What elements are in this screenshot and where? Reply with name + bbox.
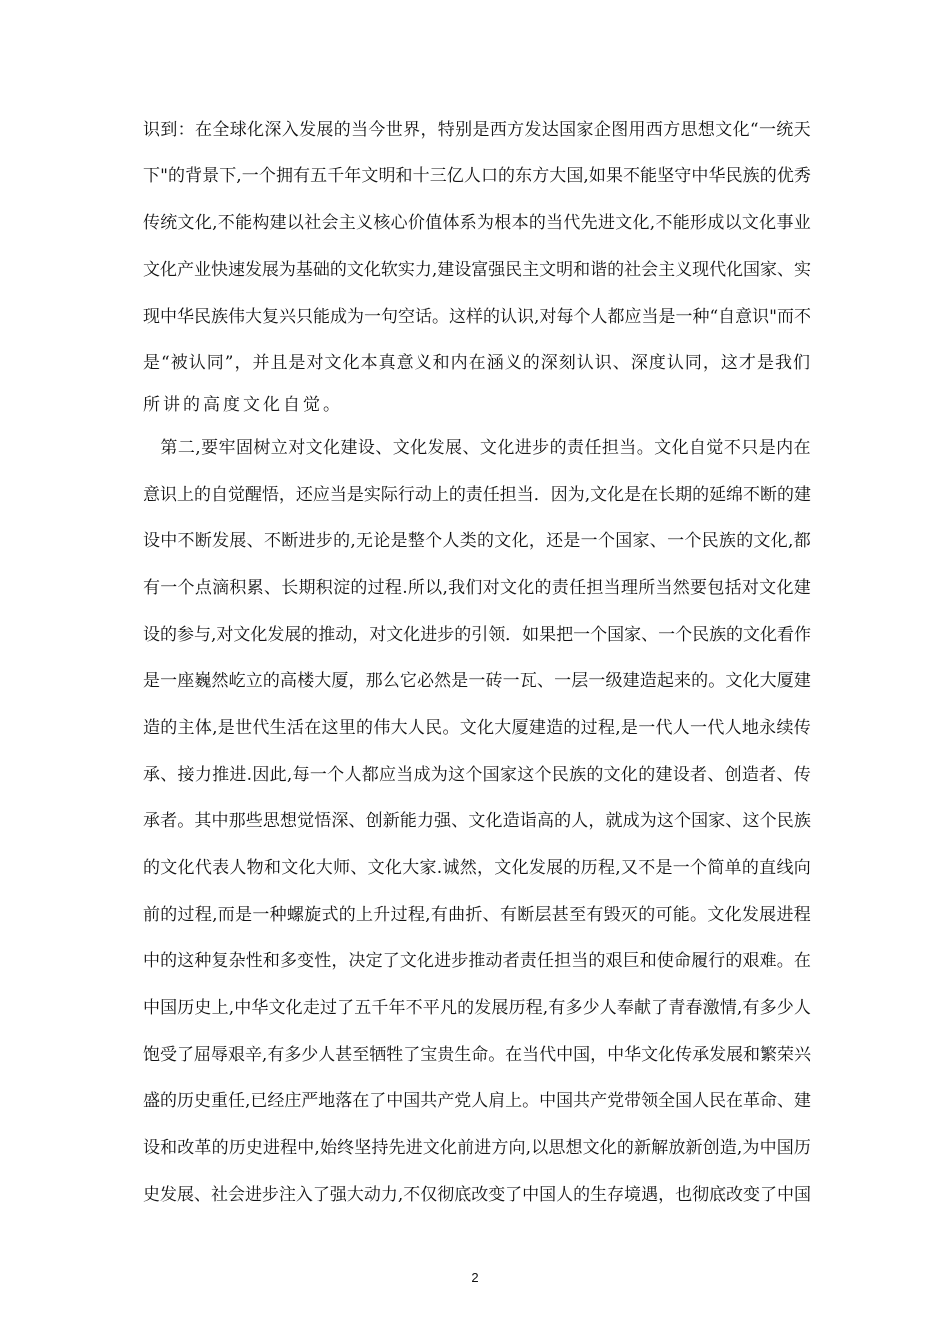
text-line: 识到：在全球化深入发展的当今世界，特别是西方发达国家企图用西方思想文化“一统天 <box>143 120 811 140</box>
text-line: 文化产业快速发展为基础的文化软实力,建设富强民主文明和谐的社会主义现代化国家、实 <box>143 260 811 280</box>
text-line: 设和改革的历史进程中,始终坚持先进文化前进方向,以思想文化的新解放新创造,为中国历 <box>143 1138 811 1158</box>
text-line: 史发展、社会进步注入了强大动力,不仅彻底改变了中国人的生存境遇，也彻底改变了中国 <box>143 1185 811 1205</box>
text-line: 中国历史上,中华文化走过了五千年不平凡的发展历程,有多少人奉献了青春激情,有多少人 <box>143 998 811 1018</box>
page-number: 2 <box>471 1270 479 1285</box>
text-line: 盛的历史重任,已经庄严地落在了中国共产党人肩上。中国共产党带领全国人民在革命、建 <box>143 1091 811 1111</box>
text-line: 造的主体,是世代生活在这里的伟大人民。文化大厦建造的过程,是一代人一代人地永续传 <box>143 718 811 738</box>
text-line: 下"的背景下,一个拥有五千年文明和十三亿人口的东方大国,如果不能坚守中华民族的优秀 <box>143 166 811 186</box>
text-line: 前的过程,而是一种螺旋式的上升过程,有曲折、有断层甚至有毁灭的可能。文化发展进程 <box>143 905 811 925</box>
text-line: 所讲的高度文化自觉。 <box>143 395 343 415</box>
text-line: 是一座巍然屹立的高楼大厦，那么它必然是一砖一瓦、一层一级建造起来的。文化大厦建 <box>143 671 811 691</box>
text-line: 承者。其中那些思想觉悟深、创新能力强、文化造诣高的人，就成为这个国家、这个民族 <box>143 811 811 831</box>
text-line: 承、接力推进.因此,每一个人都应当成为这个国家这个民族的文化的建设者、创造者、传 <box>143 765 811 785</box>
text-line: 传统文化,不能构建以社会主义核心价值体系为根本的当代先进文化,不能形成以文化事业 <box>143 213 811 233</box>
text-line: 的文化代表人物和文化大师、文化大家.诚然，文化发展的历程,又不是一个简单的直线向 <box>143 858 811 878</box>
text-line: 设的参与,对文化发展的推动，对文化进步的引领．如果把一个国家、一个民族的文化看作 <box>143 625 811 645</box>
text-line: 是“被认同”，并且是对文化本真意义和内在涵义的深刻认识、深度认同，这才是我们 <box>143 353 811 373</box>
text-line: 设中不断发展、不断进步的,无论是整个人类的文化，还是一个国家、一个民族的文化,都 <box>143 531 811 551</box>
text-line: 有一个点滴积累、长期积淀的过程.所以,我们对文化的责任担当理所当然要包括对文化建 <box>143 578 811 598</box>
text-line: 饱受了屈辱艰辛,有多少人甚至牺牲了宝贵生命。在当代中国，中华文化传承发展和繁荣兴 <box>143 1045 811 1065</box>
text-line: 中的这种复杂性和多变性，决定了文化进步推动者责任担当的艰巨和使命履行的艰难。在 <box>143 951 811 971</box>
text-line: 意识上的自觉醒悟，还应当是实际行动上的责任担当．因为,文化是在长期的延绵不断的建 <box>143 485 811 505</box>
text-line: 现中华民族伟大复兴只能成为一句空话。这样的认识,对每个人都应当是一种“自意识"而不 <box>143 307 811 327</box>
text-line: 第二,要牢固树立对文化建设、文化发展、文化进步的责任担当。文化自觉不只是内在 <box>143 438 811 458</box>
